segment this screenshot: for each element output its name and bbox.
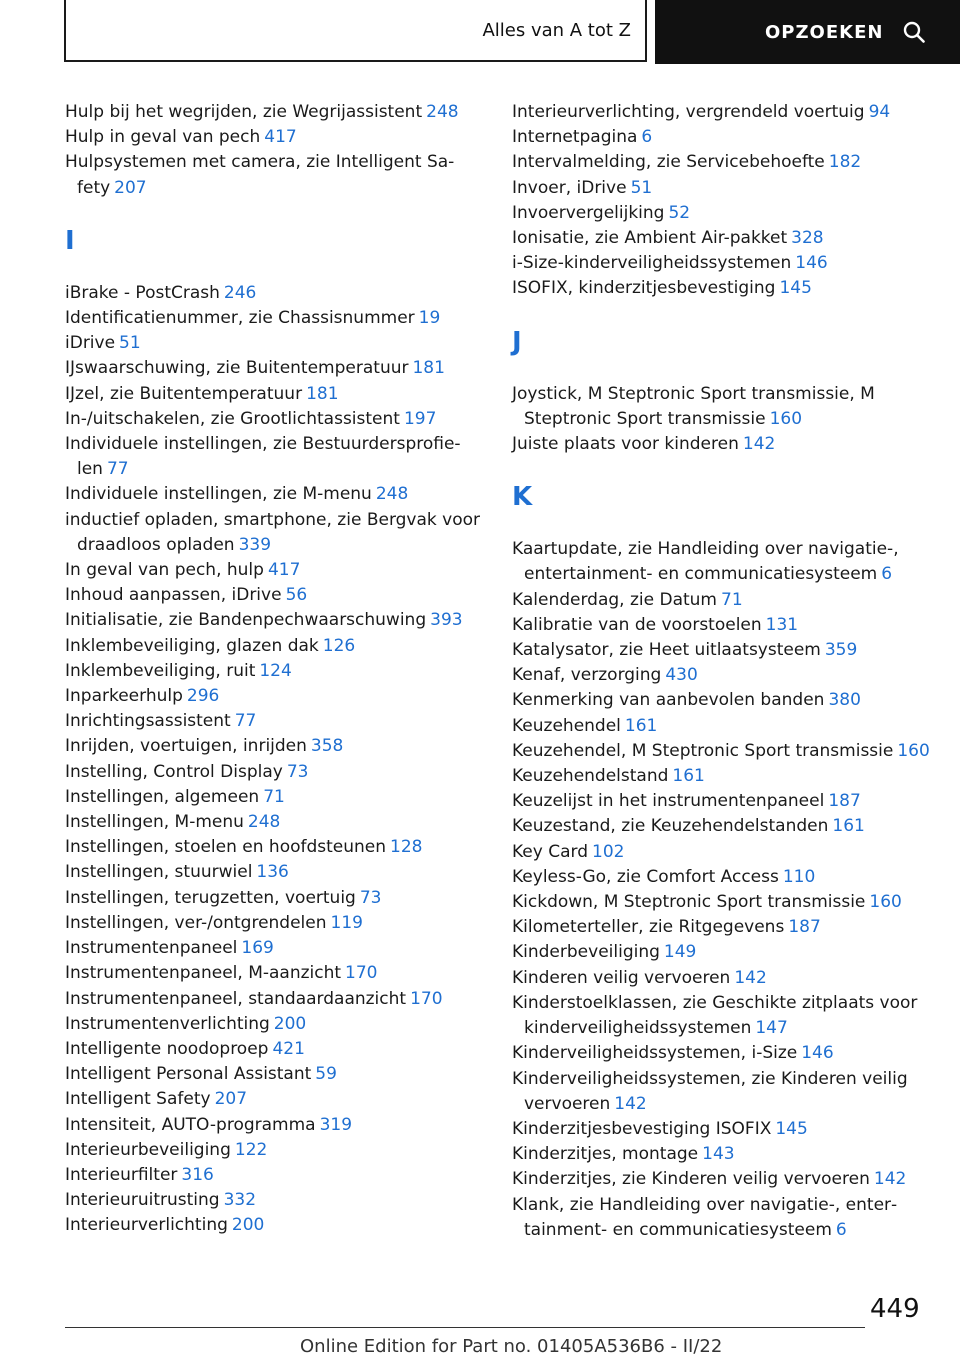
page-reference-link[interactable]: 181 xyxy=(306,383,339,404)
page-reference-link[interactable]: 207 xyxy=(114,177,147,198)
index-entry-text: Instellingen, algemeen xyxy=(65,786,260,807)
index-entry-text: Intelligent Personal Assistant xyxy=(65,1064,312,1085)
index-entry xyxy=(65,1138,495,1163)
index-entry-text: Keuzestand, zie Keuzehendelstanden xyxy=(512,816,829,837)
page-reference-link[interactable]: 200 xyxy=(273,1013,307,1034)
index-entry xyxy=(512,1167,942,1192)
page-reference-link[interactable]: 146 xyxy=(795,253,828,274)
index-entry-text: Instellingen, stuurwiel xyxy=(65,862,253,883)
index-entry xyxy=(512,890,942,915)
index-entry-text: Inparkeerhulp xyxy=(65,686,183,707)
index-entry xyxy=(512,100,942,125)
index-entry xyxy=(512,150,942,175)
page-reference-link[interactable]: 126 xyxy=(322,635,356,656)
index-entry xyxy=(512,915,942,940)
index-entry-text: Invoervergelijking xyxy=(512,202,665,223)
index-entry-text: Individuele instellingen, zie M-menu xyxy=(65,484,372,505)
index-entry-text: Kinderzitjes, montage xyxy=(512,1144,699,1165)
index-entry xyxy=(512,125,942,150)
index-entry xyxy=(512,764,942,789)
index-entry-text: Kalenderdag, zie Datum xyxy=(512,589,717,610)
index-entry xyxy=(512,201,942,226)
index-entry-text: Klank, zie Handleiding over navigatie-, entertainment- en communicatiesysteem xyxy=(512,1194,898,1240)
index-entry-text: Kinderveiligheidssystemen, i-Size xyxy=(512,1043,798,1064)
index-entry-text: Kickdown, M Steptronic Sport transmissie xyxy=(512,892,866,913)
index-entry xyxy=(512,789,942,814)
index-entry xyxy=(65,150,495,200)
index-entry-text: ISOFIX, kinderzitjesbevestiging xyxy=(512,278,776,299)
page-reference-link[interactable]: 51 xyxy=(630,177,653,198)
index-entry xyxy=(65,482,495,507)
page-reference-link[interactable]: 182 xyxy=(828,152,862,173)
index-entry xyxy=(512,966,942,991)
index-entry-text: Initialisatie, zie Bandenpechwaarschuwing xyxy=(65,610,427,631)
index-entry xyxy=(65,1087,495,1112)
index-entry-text: In geval van pech, hulp xyxy=(65,560,264,581)
page-reference-link[interactable]: 187 xyxy=(828,791,861,812)
index-entry xyxy=(65,306,495,331)
index-entry-text: Kaartupdate, zie Handleiding over navigatie-, entertainment- en communicatiesysteem xyxy=(512,539,899,585)
index-entry xyxy=(512,276,942,301)
page-number: 449 xyxy=(870,1294,920,1324)
index-entry xyxy=(65,734,495,759)
index-entry-text: i-Size-kinderveiligheidssystemen xyxy=(512,253,792,274)
page-reference-link[interactable]: 200 xyxy=(231,1215,265,1236)
index-entry xyxy=(65,125,495,150)
index-entry-text: Kinderbeveiliging xyxy=(512,942,660,963)
index-entry-text: Individuele instellingen, zie Bestuurdersprofielen xyxy=(65,434,461,480)
page-reference-link[interactable]: 339 xyxy=(238,534,272,555)
page-reference-link[interactable]: 128 xyxy=(390,837,423,858)
index-entry-text: Instellingen, stoelen en hoofdsteunen xyxy=(65,837,387,858)
page-reference-link[interactable]: 417 xyxy=(267,560,301,581)
index-entry-text: Kalibratie van de voorstoelen xyxy=(512,614,762,635)
page-reference-link[interactable]: 131 xyxy=(765,614,799,635)
page-reference-link[interactable]: 296 xyxy=(186,686,220,707)
index-entry xyxy=(65,558,495,583)
footer-edition: Online Edition for Part no. 01405A536B6 - II/22 xyxy=(300,1336,723,1357)
page-reference-link[interactable]: 77 xyxy=(106,459,129,480)
page-reference-link[interactable]: 56 xyxy=(285,585,308,606)
index-entry-text: Katalysator, zie Heet uitlaatsysteem xyxy=(512,640,821,661)
index-entry-text: Kinderzitjes, zie Kinderen veilig vervoeren xyxy=(512,1169,870,1190)
index-entry xyxy=(512,940,942,965)
index-entry xyxy=(512,840,942,865)
index-entry-text: iDrive xyxy=(65,333,116,354)
index-entry-text: Inrijden, voertuigen, inrijden xyxy=(65,736,307,757)
index-entry-text: Kinderzitjesbevestiging ISOFIX xyxy=(512,1118,772,1139)
page-reference-link[interactable]: 160 xyxy=(769,408,803,429)
page-reference-link[interactable]: 77 xyxy=(234,711,257,732)
page-reference-link[interactable]: 142 xyxy=(734,967,767,988)
index-entry-text: Instrumentenpaneel, standaardaanzicht xyxy=(65,988,407,1009)
page-reference-link[interactable]: 142 xyxy=(742,434,776,455)
page-reference-link[interactable]: 73 xyxy=(359,887,382,908)
page-reference-link[interactable]: 119 xyxy=(330,912,363,933)
section-tab[interactable] xyxy=(64,0,647,62)
index-entry-text: Instrumentenpaneel xyxy=(65,938,238,959)
index-entry xyxy=(65,785,495,810)
page-reference-link[interactable]: 359 xyxy=(824,640,858,661)
page-reference-link[interactable]: 142 xyxy=(614,1093,647,1114)
index-entry xyxy=(512,865,942,890)
page-reference-link[interactable]: 328 xyxy=(791,228,824,249)
index-entry-text: inductief opladen, smartphone, zie Bergvak voor draadloos opladen xyxy=(65,509,480,555)
page-reference-link[interactable]: 393 xyxy=(430,610,463,631)
index-entry xyxy=(65,281,495,306)
index-entry-text: Intelligente noodoproep xyxy=(65,1038,269,1059)
index-entry xyxy=(65,100,495,125)
index-entry xyxy=(512,432,942,457)
search-button[interactable] xyxy=(655,0,960,64)
index-entry xyxy=(512,226,942,251)
page-reference-link[interactable]: 52 xyxy=(668,202,691,223)
index-entry-text: In-/uitschakelen, zie Grootlichtassistent xyxy=(65,408,400,429)
section-letter: K xyxy=(512,482,533,513)
index-entry xyxy=(65,709,495,734)
page-reference-link[interactable]: 19 xyxy=(418,308,441,329)
page-reference-link[interactable]: 147 xyxy=(755,1018,788,1039)
index-entry-text: Keuzelijst in het instrumentenpaneel xyxy=(512,791,825,812)
index-entry-text: Interieurbeveiliging xyxy=(65,1139,231,1160)
index-entry xyxy=(65,835,495,860)
page-reference-link[interactable]: 248 xyxy=(375,484,409,505)
page-reference-link[interactable]: 380 xyxy=(828,690,861,711)
index-entry-text: Interieurverlichting, vergrendeld voertuig xyxy=(512,102,865,122)
index-entry xyxy=(65,583,495,608)
index-entry-text: Hulp bij het wegrijden, zie Wegrijassistent xyxy=(65,102,423,122)
index-entry xyxy=(512,739,942,764)
index-entry xyxy=(512,613,942,638)
index-entry xyxy=(512,1117,942,1142)
page-reference-link[interactable]: 248 xyxy=(247,812,281,833)
section-letter: J xyxy=(512,326,522,357)
index-entry-text: Kinderveiligheidssystemen, zie Kinderen veilig vervoeren xyxy=(512,1068,908,1114)
index-entry-text: IJzel, zie Buitentemperatuur xyxy=(65,383,303,404)
page-reference-link[interactable]: 146 xyxy=(801,1043,834,1064)
search-label: OPZOEKEN xyxy=(765,21,884,43)
magnifier-icon xyxy=(903,21,925,43)
index-entry xyxy=(65,1062,495,1087)
index-entry-text: IJswaarschuwing, zie Buitentemperatuur xyxy=(65,358,409,379)
page-reference-link[interactable]: 316 xyxy=(181,1164,214,1185)
index-entry-text: Kenaf, verzorging xyxy=(512,665,662,686)
header-bar xyxy=(0,0,960,66)
index-entry-text: Inhoud aanpassen, iDrive xyxy=(65,585,282,606)
page-reference-link[interactable]: 143 xyxy=(702,1144,735,1165)
page-reference-link[interactable]: 246 xyxy=(223,282,257,303)
index-entry-text: Inrichtingsassistent xyxy=(65,711,231,732)
index-entry xyxy=(512,251,942,276)
index-entry xyxy=(65,659,495,684)
section-letter: I xyxy=(65,225,75,256)
index-entry-text: Instellingen, ver-/ontgrendelen xyxy=(65,912,327,933)
page-reference-link[interactable]: 430 xyxy=(665,665,698,686)
index-entry-text: Juiste plaats voor kinderen xyxy=(512,434,739,455)
page-reference-link[interactable]: 94 xyxy=(868,102,891,122)
index-entry xyxy=(65,508,495,558)
index-entry-text: Instellingen, terugzetten, voertuig xyxy=(65,887,356,908)
page-reference-link[interactable]: 59 xyxy=(315,1064,337,1085)
index-entry xyxy=(512,382,942,432)
index-entry-text: Intelligent Safety xyxy=(65,1089,211,1110)
page-reference-link[interactable]: 169 xyxy=(241,938,274,959)
page-reference-link[interactable]: 145 xyxy=(775,1118,808,1139)
index-entry xyxy=(65,1113,495,1138)
index-entry xyxy=(512,1142,942,1167)
page-reference-link[interactable]: 6 xyxy=(641,127,653,148)
index-entry-text: Interieurverlichting xyxy=(65,1215,228,1236)
page-reference-link[interactable]: 319 xyxy=(319,1114,353,1135)
page-reference-link[interactable]: 149 xyxy=(663,942,697,963)
index-entry xyxy=(65,407,495,432)
index-entry-text: Instellingen, M-menu xyxy=(65,812,244,833)
page-reference-link[interactable]: 197 xyxy=(403,408,437,429)
page-reference-link[interactable]: 145 xyxy=(779,278,812,299)
page-reference-link[interactable]: 161 xyxy=(832,816,865,837)
page-reference-link[interactable]: 170 xyxy=(410,988,443,1009)
index-entry xyxy=(512,991,942,1041)
index-entry xyxy=(512,588,942,613)
index-entry xyxy=(65,936,495,961)
page-reference-link[interactable]: 142 xyxy=(873,1169,907,1190)
page-reference-link[interactable]: 161 xyxy=(624,715,658,736)
index-entry xyxy=(65,1163,495,1188)
index-entry-text: Keyless-Go, zie Comfort Access xyxy=(512,866,779,887)
index-entry xyxy=(65,356,495,381)
index-entry xyxy=(65,1213,495,1238)
index-entry xyxy=(65,961,495,986)
index-entry-text: Invoer, iDrive xyxy=(512,177,627,198)
index-entry-text: Key Card xyxy=(512,841,588,862)
index-entry xyxy=(65,331,495,356)
index-entry xyxy=(512,1041,942,1066)
page-reference-link[interactable]: 160 xyxy=(869,892,902,913)
page-reference-link[interactable]: 73 xyxy=(286,761,309,782)
index-entry xyxy=(65,1012,495,1037)
index-entry-text: Internetpagina xyxy=(512,127,638,148)
index-entry xyxy=(65,760,495,785)
index-entry-text: Kenmerking van aanbevolen banden xyxy=(512,690,825,711)
page-reference-link[interactable]: 421 xyxy=(272,1038,305,1059)
page-reference-link[interactable]: 102 xyxy=(592,841,625,862)
page-reference-link[interactable]: 161 xyxy=(672,766,705,787)
index-entry-text: Ionisatie, zie Ambient Air-pakket xyxy=(512,228,788,249)
index-entry xyxy=(512,714,942,739)
index-entry xyxy=(65,1188,495,1213)
index-entry-text: Inklembeveiliging, glazen dak xyxy=(65,635,319,656)
index-entry xyxy=(512,1067,942,1117)
index-entry xyxy=(65,634,495,659)
page-reference-link[interactable]: 358 xyxy=(310,736,344,757)
index-entry xyxy=(65,608,495,633)
index-entry-text: Interieuruitrusting xyxy=(65,1190,220,1211)
index-entry xyxy=(65,1037,495,1062)
index-entry-text: Instrumentenpaneel, M-aanzicht xyxy=(65,963,342,984)
page-reference-link[interactable]: 417 xyxy=(264,127,297,148)
index-entry-text: Keuzehendel xyxy=(512,715,621,736)
footer-divider xyxy=(65,1327,865,1328)
index-entry xyxy=(65,987,495,1012)
index-entry xyxy=(65,432,495,482)
index-entry-text: iBrake - PostCrash xyxy=(65,282,220,303)
index-entry-text: Kilometerteller, zie Ritgegevens xyxy=(512,917,785,938)
page-reference-link[interactable]: 51 xyxy=(119,333,141,354)
index-entry-text: Kinderen veilig vervoeren xyxy=(512,967,731,988)
index-entry xyxy=(512,537,942,587)
index-entry xyxy=(65,382,495,407)
index-entry-text: Kinderstoelklassen, zie Geschikte zitplaats voor kinderveiligheidssystemen xyxy=(512,992,918,1039)
page-reference-link[interactable]: 71 xyxy=(721,589,743,610)
page-reference-link[interactable]: 71 xyxy=(263,786,285,807)
index-entry xyxy=(65,886,495,911)
index-entry-text: Inklembeveiliging, ruit xyxy=(65,660,256,681)
index-entry xyxy=(65,684,495,709)
index-column-left xyxy=(65,100,495,1239)
section-title: Alles van A tot Z xyxy=(482,19,631,41)
page-reference-link[interactable]: 124 xyxy=(259,660,292,681)
index-column-right xyxy=(512,100,942,1243)
page-reference-link[interactable]: 122 xyxy=(234,1139,268,1160)
page-reference-link[interactable]: 187 xyxy=(788,917,821,938)
index-entry-text: Intensiteit, AUTO-programma xyxy=(65,1114,316,1135)
page-reference-link[interactable]: 181 xyxy=(412,358,445,379)
index-entry xyxy=(512,688,942,713)
index-entry xyxy=(65,810,495,835)
index-entry-text: Joystick, M Steptronic Sport transmissie, M Steptronic Sport transmissie xyxy=(512,383,875,429)
index-entry-text: Keuzehendelstand xyxy=(512,766,669,787)
page-reference-link[interactable]: 136 xyxy=(256,862,289,883)
index-entry-text: Instelling, Control Display xyxy=(65,761,283,782)
index-entry-text: Interieurfilter xyxy=(65,1164,178,1185)
index-entry-text: Keuzehendel, M Steptronic Sport transmissie xyxy=(512,740,894,761)
index-entry-text: Identificatienummer, zie Chassisnummer xyxy=(65,308,415,329)
index-entry-text: Hulpsystemen met camera, zie Intelligent Safety xyxy=(65,152,455,198)
page-reference-link[interactable]: 160 xyxy=(897,740,930,761)
page-reference-link[interactable]: 170 xyxy=(345,963,378,984)
page-reference-link[interactable]: 207 xyxy=(214,1089,248,1110)
index-entry xyxy=(512,176,942,201)
page-reference-link[interactable]: 248 xyxy=(426,102,459,122)
index-entry xyxy=(512,638,942,663)
index-entry-text: Instrumentenverlichting xyxy=(65,1013,270,1034)
page-reference-link[interactable]: 110 xyxy=(782,866,816,887)
page-reference-link[interactable]: 6 xyxy=(881,564,893,585)
page-reference-link[interactable]: 332 xyxy=(223,1190,257,1211)
index-entry-text: Hulp in geval van pech xyxy=(65,127,261,148)
page-reference-link[interactable]: 6 xyxy=(835,1219,847,1240)
index-entry xyxy=(65,860,495,885)
index-entry xyxy=(512,663,942,688)
index-entry xyxy=(65,911,495,936)
index-entry-text: Intervalmelding, zie Servicebehoefte xyxy=(512,152,825,173)
index-entry xyxy=(512,1193,942,1243)
index-entry xyxy=(512,814,942,839)
